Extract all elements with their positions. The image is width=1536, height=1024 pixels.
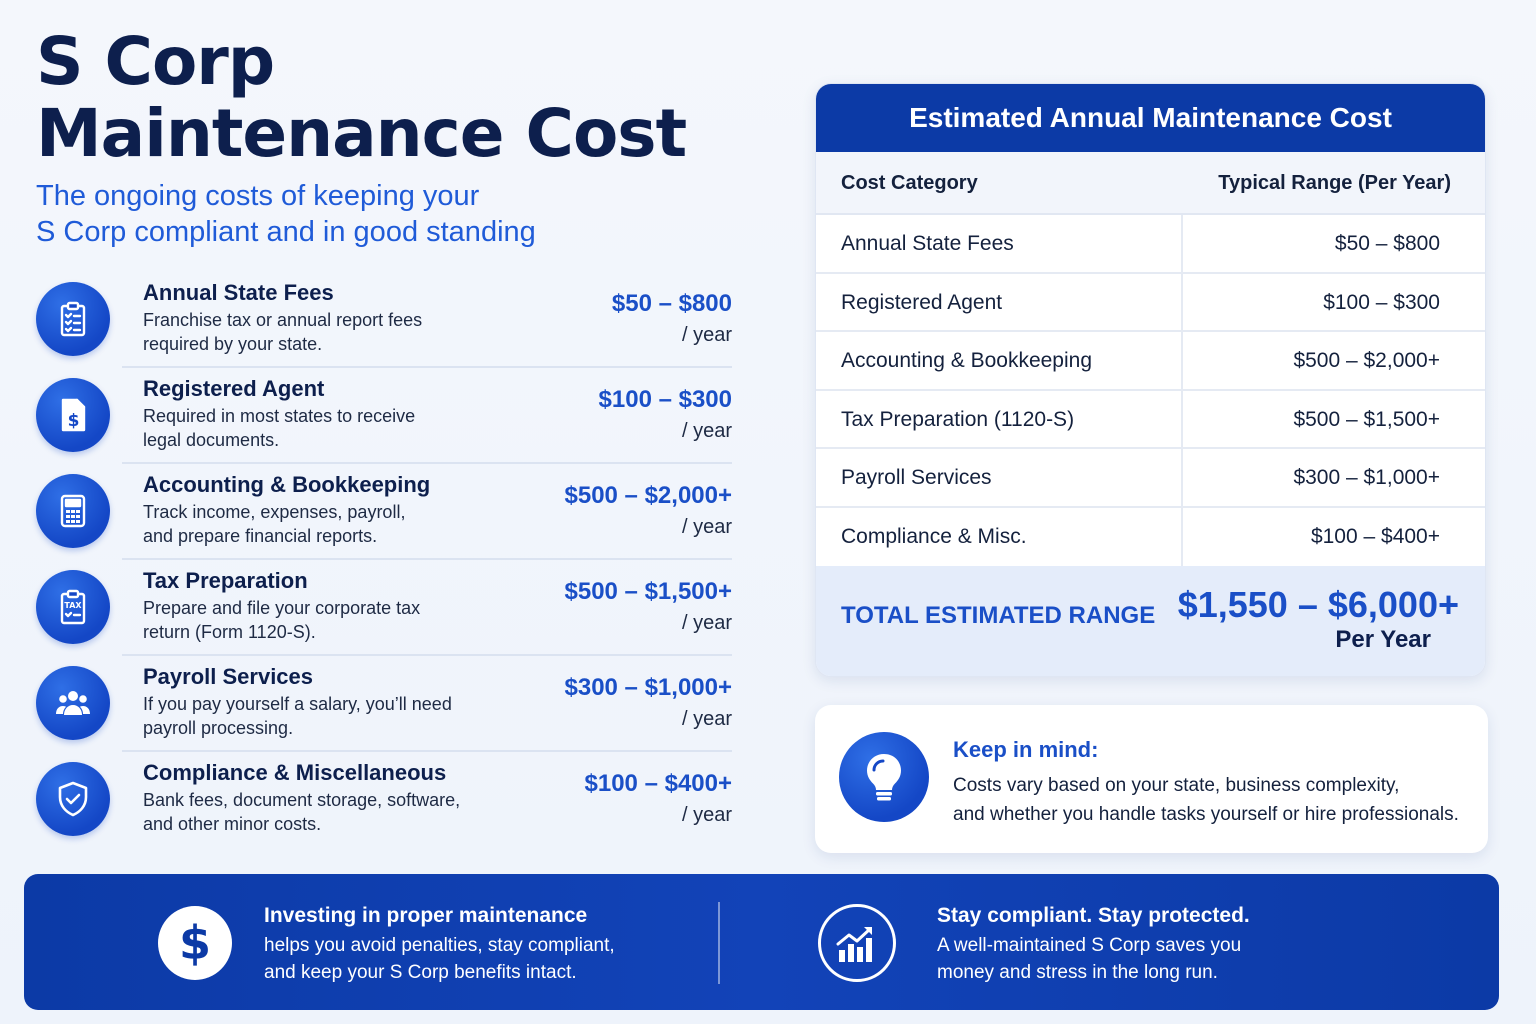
table-header-row: [816, 152, 1485, 215]
item-desc-line: and other minor costs.: [143, 814, 322, 834]
growth-chart-icon: [818, 904, 896, 982]
banner-left-title: Investing in proper maintenance: [264, 904, 588, 927]
column-divider: [1181, 332, 1183, 389]
banner-line: helps you avoid penalties, stay compliant,: [264, 935, 615, 956]
item-description: [143, 596, 523, 644]
clipboard-checklist-icon: [36, 282, 110, 356]
document-dollar-icon: [36, 378, 110, 452]
item-description: [143, 788, 523, 836]
item-desc-line: If you pay yourself a salary, you’ll need: [143, 694, 452, 714]
table-row: [816, 215, 1485, 274]
item-name: Compliance & Miscellaneous: [143, 760, 447, 785]
bottom-banner: [24, 874, 1499, 1010]
table-row: [816, 449, 1485, 508]
column-divider: [1181, 508, 1183, 567]
subtitle-line-2: S Corp compliant and in good standing: [36, 216, 536, 248]
dollar-icon: $: [158, 906, 232, 980]
title-line-2: Maintenance Cost: [36, 95, 687, 172]
svg-text:$: $: [67, 411, 80, 431]
item-name: Annual State Fees: [143, 280, 334, 305]
note-description: [953, 771, 1473, 829]
item-desc-line: return (Form 1120-S).: [143, 622, 316, 642]
row-range: $100 – $400+: [1310, 524, 1440, 548]
svg-text:TAX: TAX: [64, 601, 82, 610]
banner-right-title: Stay compliant. Stay protected.: [937, 904, 1250, 927]
cost-item-compliance: [36, 752, 732, 848]
table-row: [816, 508, 1485, 567]
row-range: $50 – $800: [1334, 232, 1440, 255]
column-header-range: Typical Range (Per Year): [1218, 172, 1451, 194]
cost-table-card: [815, 83, 1486, 677]
row-range: $300 – $1,000+: [1293, 466, 1440, 489]
item-price: $500 – $2,000+: [564, 482, 732, 509]
item-price: $300 – $1,000+: [564, 674, 732, 701]
item-per: / year: [681, 612, 732, 634]
cost-item-annual-state-fees: [36, 272, 732, 368]
item-per: / year: [681, 804, 732, 826]
calculator-icon: [36, 474, 110, 548]
row-category: Compliance & Misc.: [841, 524, 1027, 548]
item-description: [143, 500, 523, 548]
item-description: [143, 404, 523, 452]
total-label: TOTAL ESTIMATED RANGE: [841, 602, 1156, 629]
table-row: [816, 391, 1485, 450]
banner-line: money and stress in the long run.: [937, 962, 1218, 983]
column-divider: [1181, 215, 1183, 272]
column-header-category: Cost Category: [841, 172, 978, 194]
row-category: Payroll Services: [841, 466, 992, 489]
item-per: / year: [681, 420, 732, 442]
banner-left-description: [264, 932, 684, 986]
shield-check-icon: [36, 762, 110, 836]
item-name: Accounting & Bookkeeping: [143, 472, 431, 497]
table-row: [816, 332, 1485, 391]
banner-divider: [718, 902, 720, 984]
column-divider: [1181, 449, 1183, 506]
row-range: $500 – $2,000+: [1293, 349, 1440, 372]
item-name: Registered Agent: [143, 376, 325, 401]
banner-right-description: [937, 932, 1357, 986]
item-desc-line: legal documents.: [143, 430, 280, 450]
item-price: $500 – $1,500+: [564, 578, 732, 605]
item-per: / year: [681, 708, 732, 730]
item-desc-line: required by your state.: [143, 334, 323, 354]
total-amount: $1,550 – $6,000+: [1177, 584, 1459, 625]
item-desc-line: Bank fees, document storage, software,: [143, 790, 461, 810]
total-row: [816, 566, 1485, 676]
item-desc-line: Track income, expenses, payroll,: [143, 502, 406, 522]
subtitle-line-1: The ongoing costs of keeping your: [36, 180, 480, 212]
keep-in-mind-card: [815, 705, 1488, 853]
item-price: $100 – $300: [598, 386, 732, 413]
lightbulb-icon: [839, 732, 929, 822]
total-per: Per Year: [1335, 626, 1431, 653]
column-divider: [1181, 391, 1183, 448]
row-range: $500 – $1,500+: [1293, 407, 1440, 431]
table-title: Estimated Annual Maintenance Cost: [816, 84, 1485, 152]
note-line: Costs vary based on your state, business complexity,: [953, 775, 1400, 796]
cost-item-tax-preparation: [36, 560, 732, 656]
note-line: and whether you handle tasks yourself or hire professionals.: [953, 804, 1459, 825]
item-per: / year: [681, 324, 732, 346]
item-description: [143, 308, 523, 356]
cost-item-registered-agent: [36, 368, 732, 464]
banner-line: A well-maintained S Corp saves you: [937, 935, 1242, 956]
item-desc-line: Prepare and file your corporate tax: [143, 598, 421, 618]
item-desc-line: payroll processing.: [143, 718, 294, 738]
item-price: $100 – $400+: [584, 770, 732, 797]
item-desc-line: Required in most states to receive: [143, 406, 416, 426]
people-group-icon: [36, 666, 110, 740]
row-category: Annual State Fees: [841, 232, 1014, 255]
row-category: Registered Agent: [841, 290, 1003, 314]
row-category: Tax Preparation (1120-S): [841, 407, 1075, 431]
note-title: Keep in mind:: [953, 737, 1099, 762]
cost-items-list: [36, 272, 732, 848]
column-divider: [1181, 274, 1183, 331]
title-line-1: S Corp: [36, 23, 275, 100]
row-category: Accounting & Bookkeeping: [841, 349, 1093, 372]
item-desc-line: and prepare financial reports.: [143, 526, 378, 546]
cost-item-accounting: [36, 464, 732, 560]
row-range: $100 – $300: [1323, 290, 1440, 314]
item-price: $50 – $800: [611, 290, 732, 317]
cost-item-payroll: [36, 656, 732, 752]
page-title: [36, 23, 736, 172]
item-name: Payroll Services: [143, 664, 314, 689]
table-row: [816, 274, 1485, 333]
banner-line: and keep your S Corp benefits intact.: [264, 962, 577, 983]
item-desc-line: Franchise tax or annual report fees: [143, 310, 423, 330]
page-subtitle: [36, 178, 676, 250]
item-name: Tax Preparation: [143, 568, 308, 593]
item-description: [143, 692, 523, 740]
tax-clipboard-icon: [36, 570, 110, 644]
item-per: / year: [681, 516, 732, 538]
